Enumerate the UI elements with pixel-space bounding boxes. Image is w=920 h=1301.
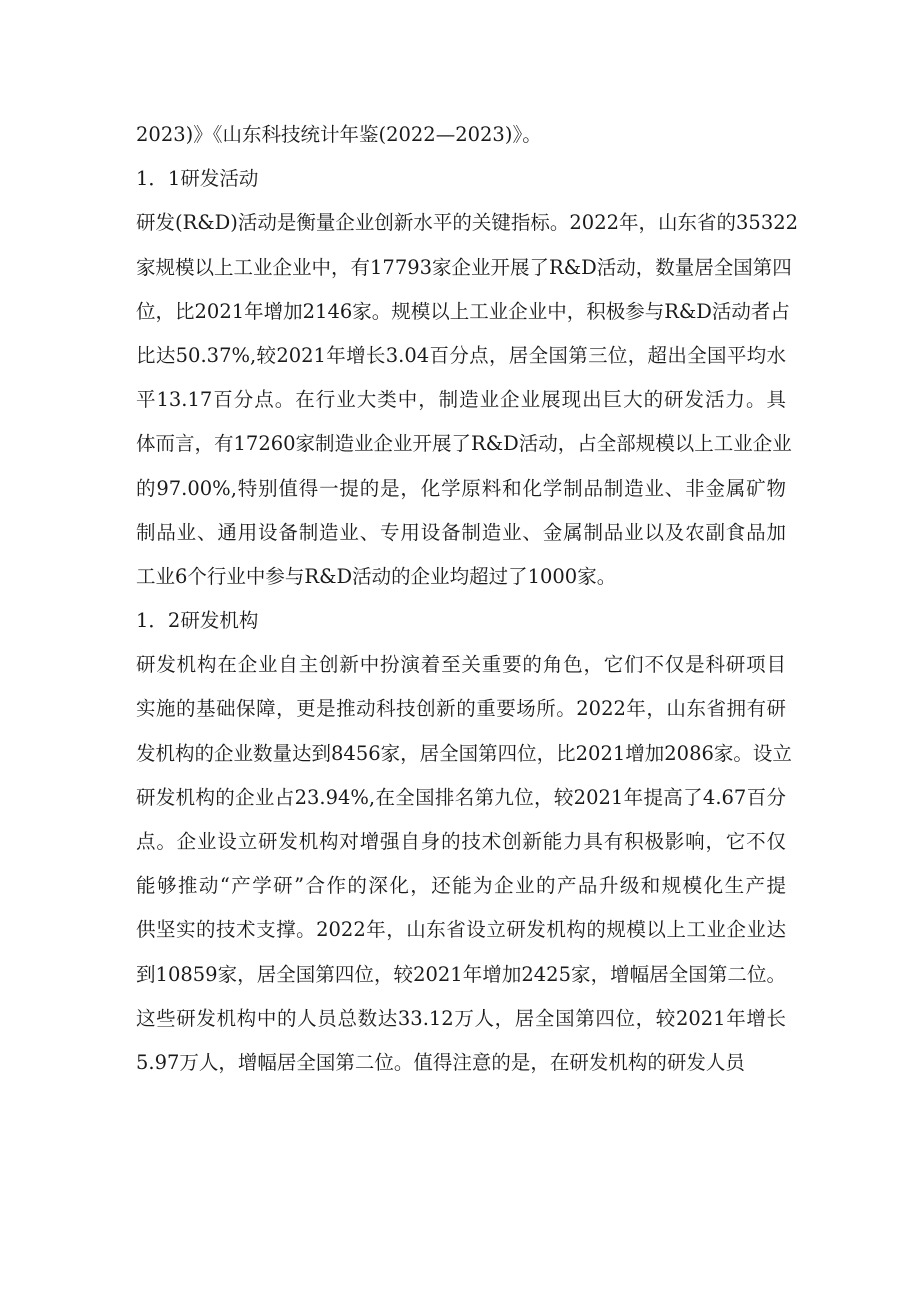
text-line-6: 比达50.37%,较2021年增长3.04百分点，居全国第三位，超出全国平均水 (136, 343, 786, 367)
text-line-21: 这些研发机构中的人员总数达33.12万人，居全国第四位，较2021年增长 (136, 1006, 786, 1030)
text-line-9: 的97.00%,特别值得一提的是，化学原料和化学制品制造业、非金属矿物 (136, 476, 786, 500)
section-heading-1-2: 1．2研发机构 (136, 609, 259, 633)
text-line-10: 制品业、通用设备制造业、专用设备制造业、金属制品业以及农副食品加 (136, 520, 786, 544)
text-line-5: 位，比2021年增加2146家。规模以上工业企业中，积极参与R&D活动者占 (136, 299, 790, 323)
section-heading-1-1: 1．1研发活动 (136, 167, 259, 191)
text-line-11: 工业6个行业中参与R&D活动的企业均超过了1000家。 (136, 564, 617, 588)
text-line-8: 体而言，有17260家制造业企业开展了R&D活动，占全部规模以上工业企业 (136, 432, 792, 456)
text-line-1: 2023)》《山东科技统计年鉴(2022—2023)》。 (136, 123, 542, 146)
text-line-13: 研发机构在企业自主创新中扮演着至关重要的角色，它们不仅是科研项目 (136, 653, 786, 677)
text-line-22: 5.97万人，增幅居全国第二位。值得注意的是，在研发机构的研发人员 (136, 1050, 745, 1074)
text-line-18: 能够推动“产学研”合作的深化，还能为企业的产品升级和规模化生产提 (136, 874, 786, 898)
text-line-7: 平13.17百分点。在行业大类中，制造业企业展现出巨大的研发活力。具 (136, 388, 786, 412)
text-line-17: 点。企业设立研发机构对增强自身的技术创新能力具有积极影响，它不仅 (136, 830, 786, 853)
text-line-4: 家规模以上工业企业中，有17793家企业开展了R&D活动，数量居全国第四 (136, 255, 792, 279)
text-line-16: 研发机构的企业占23.94%,在全国排名第九位，较2021年提高了4.67百分 (136, 785, 786, 809)
text-line-15: 发机构的企业数量达到8456家，居全国第四位，比2021增加2086家。设立 (136, 741, 792, 765)
text-line-14: 实施的基础保障，更是推动科技创新的重要场所。2022年，山东省拥有研 (136, 697, 786, 721)
text-line-20: 到10859家，居全国第四位，较2021年增加2425家，增幅居全国第二位。 (136, 962, 786, 986)
text-line-19: 供坚实的技术支撑。2022年，山东省设立研发机构的规模以上工业企业达 (136, 918, 786, 942)
text-line-3: 研发(R&D)活动是衡量企业创新水平的关键指标。2022年，山东省的35322 (136, 211, 799, 235)
document-page (136, 113, 799, 1085)
